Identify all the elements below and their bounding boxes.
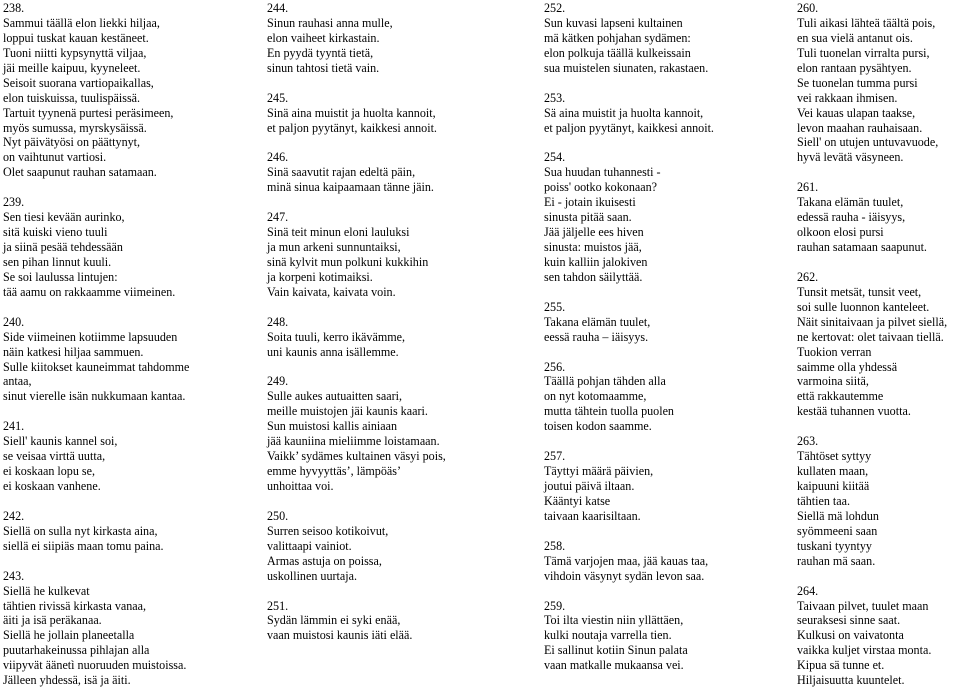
verse-line: Kipua sä tunne et. [797, 658, 885, 673]
verse-line: Side viimeinen kotiimme lapsuuden [3, 329, 178, 344]
verse-line: poiss' ootko kokonaan? [544, 180, 658, 195]
blank-line [797, 569, 947, 584]
verse-number: 253. [544, 90, 566, 105]
verse-line: Takana elämän tuulet, [544, 314, 651, 329]
verse-line: tuskani tyyntyy [797, 538, 872, 553]
verse-line: myös sumussa, myrskysäissä. [3, 120, 147, 135]
blank-line [544, 285, 714, 300]
verse-line: Nyt päivätyösi on päättynyt, [3, 135, 141, 150]
verse-line: Tämä varjojen maa, jää kauas taa, [544, 553, 709, 568]
verse-line: olkoon elosi pursi [797, 225, 884, 240]
verse-number: 262. [797, 269, 819, 284]
verse-line: sinusta: muistos jää, [544, 240, 642, 254]
verse-line: minä sinua kaipaamaan tänne jäin. [267, 180, 434, 195]
blank-line [544, 135, 714, 150]
verse-line: jää kauniina mieliimme loistamaan. [267, 434, 440, 449]
verse-line: se veisaa virttä uutta, [3, 449, 106, 464]
blank-line [544, 434, 714, 449]
verse-number: 261. [797, 180, 819, 195]
verse-line: siellä ei siipiäs maan tomu paina. [3, 538, 164, 553]
verse-number: 238. [3, 1, 25, 15]
verse-number: 240. [3, 314, 25, 329]
verse-line: Kulkusi on vaivatonta [797, 628, 904, 643]
verse-line: kuin kalliin jalokiven [544, 254, 648, 269]
verse-line: Soita tuuli, kerro ikävämme, [267, 329, 406, 344]
verse-line: et paljon pyytänyt, kaikkesi annoit. [544, 120, 714, 135]
blank-line [797, 419, 947, 434]
verse-line: ja mun arkeni sunnuntaiksi, [267, 240, 401, 254]
verse-line: Vei kauas ulapan taakse, [797, 105, 916, 120]
text-column-3 [544, 1, 714, 673]
verse-number: 251. [267, 598, 289, 613]
verse-line: Taivaan pilvet, tuulet maan [797, 598, 929, 613]
verse-line: viipyvät äänetì nuoruuden muistoissa. [3, 658, 187, 673]
verse-line: Se soi laulussa lintujen: [3, 269, 118, 284]
verse-line: taivaan kaarisiltaan. [544, 508, 641, 523]
verse-line: jäi meille kaipuu, kyyneleet. [3, 60, 141, 75]
verse-line: uni kaunis anna isällemme. [267, 344, 399, 359]
verse-line: levon maahan rauhaisaan. [797, 120, 923, 135]
verse-line: Täällä pohjan tähden alla [544, 374, 666, 389]
verse-line: Sulle aukes autuaitten saari, [267, 389, 403, 404]
verse-line: Siellä he kulkevat [3, 583, 90, 598]
verse-line: Sä aina muistit ja huolta kannoit, [544, 105, 704, 120]
verse-line: että rakkautemme [797, 389, 884, 404]
text-column-2 [267, 1, 446, 643]
blank-line [267, 195, 446, 210]
verse-line: sinun tahtosi tietä vain. [267, 60, 380, 75]
verse-number: 248. [267, 314, 289, 329]
verse-line: ja siinä pesää tehdessään [3, 240, 123, 254]
verse-line: Sydän lämmin ei syki enää, [267, 613, 401, 628]
blank-line [3, 554, 189, 569]
verse-line: Tuli tuonelan virralta pursi, [797, 45, 930, 60]
verse-line: kestää tuhannen vuotta. [797, 404, 911, 419]
verse-line: Vain kaivata, kaivata voin. [267, 284, 396, 299]
blank-line [797, 165, 947, 180]
verse-number: 242. [3, 508, 25, 523]
verse-line: Kääntyi katse [544, 493, 611, 508]
verse-line: loppui tuskat kauan kestäneet. [3, 30, 149, 45]
verse-line: Siellä he jollain planeetalla [3, 628, 135, 643]
verse-line: tähtien rivissä kirkasta vanaa, [3, 598, 147, 613]
blank-line [267, 584, 446, 599]
verse-number: 254. [544, 150, 566, 165]
blank-line [267, 300, 446, 315]
verse-line: elon rantaan pysähtyen. [797, 60, 912, 75]
blank-line [3, 404, 189, 419]
verse-line: soi sulle luonnon kanteleet. [797, 299, 930, 314]
blank-line [3, 300, 189, 315]
verse-line: et paljon pyytänyt, kaikkesi annoit. [267, 120, 437, 135]
verse-line: elon vaiheet kirkastain. [267, 30, 380, 45]
verse-line: Vaikk’ sydämes kultainen väsyi pois, [267, 449, 446, 464]
verse-line: Sammui täällä elon liekki hiljaa, [3, 15, 160, 30]
blank-line [544, 76, 714, 91]
verse-line: puutarhakeinussa pihlajan alla [3, 643, 150, 658]
verse-line: Seisoit suorana vartiopaikallas, [3, 75, 154, 90]
blank-line [267, 135, 446, 150]
verse-line: ja korpeni kotimaiksi. [267, 269, 373, 284]
verse-line: vei rakkaan ihmisen. [797, 90, 898, 105]
verse-line: saimme olla yhdessä [797, 359, 898, 374]
verse-line: Sinä saavutit rajan edeltä päin, [267, 165, 416, 180]
verse-line: ei koskaan vanhene. [3, 479, 101, 493]
verse-line: Siell' on utujen untuvavuode, [797, 135, 939, 150]
verse-line: mä kätken pohjahan sydämen: [544, 30, 691, 45]
verse-line: Tuokion verran [797, 344, 872, 359]
verse-line: Jää jäljelle ees hiven [544, 225, 644, 240]
verse-line: näin katkesi hiljaa sammuen. [3, 344, 144, 359]
verse-line: Sun muistosi kallis ainiaan [267, 419, 398, 434]
verse-line: Täyttyi määrä päivien, [544, 464, 654, 479]
verse-line: eessä rauha – iäisyys. [544, 329, 649, 344]
verse-number: 264. [797, 583, 819, 598]
verse-line: kullaten maan, [797, 464, 869, 479]
verse-number: 252. [544, 1, 566, 15]
verse-line: en sua vielä antanut ois. [797, 30, 913, 45]
verse-number: 247. [267, 210, 289, 225]
verse-line: uskollinen uurtaja. [267, 568, 358, 583]
verse-line: Sinun rauhasi anna mulle, [267, 15, 393, 30]
verse-line: ne kertovat: olet taivaan tiellä. [797, 329, 944, 344]
verse-line: Tuoni niitti kypsynyttä viljaa, [3, 45, 147, 60]
verse-line: vaan muistosi kaunis iäti elää. [267, 628, 413, 643]
verse-line: Tartuit tyynenä purtesi peräsimeen, [3, 105, 174, 120]
verse-line: antaa, [3, 374, 32, 389]
verse-line: Ei sallinut kotiin Sinun palata [544, 643, 688, 658]
verse-line: sen tahdon säilyttää. [544, 269, 643, 284]
verse-number: 245. [267, 90, 289, 105]
verse-line: on nyt kotomaamme, [544, 389, 647, 404]
verse-number: 256. [544, 359, 566, 374]
verse-line: Olet saapunut rauhan satamaan. [3, 165, 157, 180]
verse-line: Ei - jotain ikuisesti [544, 195, 636, 210]
blank-line [3, 494, 189, 509]
blank-line [797, 255, 947, 270]
verse-line: Surren seisoo kotikoivut, [267, 523, 389, 538]
verse-line: joutui päivä iltaan. [544, 479, 635, 493]
verse-line: edessä rauha - iäisyys, [797, 210, 906, 225]
verse-number: 244. [267, 1, 289, 15]
verse-line: on vaihtunut vartiosi. [3, 150, 107, 165]
blank-line [544, 524, 714, 539]
verse-line: vihdoin väsynyt sydän levon saa. [544, 568, 705, 583]
verse-line: Sulle kiitokset kauneimmat tahdomme [3, 359, 190, 374]
verse-line: seuraksesi sinne saat. [797, 613, 901, 628]
verse-line: Jälleen yhdessä, isä ja äiti. [3, 673, 131, 688]
verse-line: Sun kuvasi lapseni kultainen [544, 15, 683, 30]
verse-line: Takana elämän tuulet, [797, 195, 904, 210]
verse-line: sinut vierelle isän nukkumaan kantaa. [3, 389, 186, 404]
verse-number: 241. [3, 419, 25, 434]
verse-line: varmoina siitä, [797, 374, 869, 389]
verse-line: rauhan satamaan saapunut. [797, 240, 927, 254]
verse-line: Se tuonelan tumma pursi [797, 75, 918, 90]
verse-line: syömmeeni saan [797, 523, 878, 538]
verse-line: hyvä levätä väsyneen. [797, 150, 904, 165]
verse-line: En pyydä tyyntä tietä, [267, 45, 374, 60]
verse-line: Tunsit metsät, tunsit veet, [797, 284, 922, 299]
blank-line [544, 584, 714, 599]
verse-line: Armas astuja on poissa, [267, 553, 382, 568]
verse-number: 246. [267, 150, 289, 165]
verse-number: 257. [544, 449, 566, 464]
blank-line [267, 76, 446, 91]
verse-number: 243. [3, 568, 25, 583]
verse-number: 259. [544, 598, 566, 613]
verse-number: 250. [267, 508, 289, 523]
verse-line: kaipuuni kiitää [797, 479, 870, 493]
verse-line: mutta tähtein tuolla puolen [544, 404, 674, 419]
verse-line: elon polkuja täällä kulkeissain [544, 45, 691, 60]
verse-line: vaan matkalle mukaansa vei. [544, 658, 684, 673]
blank-line [267, 494, 446, 509]
verse-line: Siellä on sulla nyt kirkasta aina, [3, 523, 158, 538]
verse-line: Hiljaisuutta kuuntelet. [797, 673, 905, 688]
blank-line [3, 180, 189, 195]
verse-line: Sinä teit minun eloni lauluksi [267, 225, 410, 240]
verse-line: elon tuiskuissa, tuulispäissä. [3, 90, 141, 105]
verse-number: 258. [544, 538, 566, 553]
verse-line: emme hyvyyttäs’, lämpöäs’ [267, 464, 402, 479]
verse-line: rauhan mä saan. [797, 553, 876, 568]
text-column-1 [3, 1, 189, 688]
verse-line: toisen kodon saamme. [544, 419, 652, 434]
verse-line: Siellä mä lohdun [797, 508, 879, 523]
verse-line: Näit sinitaivaan ja pilvet siellä, [797, 314, 948, 329]
verse-line: Sinä aina muistit ja huolta kannoit, [267, 105, 436, 120]
verse-line: sen pihan linnut kuuli. [3, 254, 112, 269]
verse-number: 239. [3, 195, 25, 210]
text-column-4 [797, 1, 947, 688]
verse-line: Tuli aikasi lähteä täältä pois, [797, 15, 936, 30]
verse-line: Sua huudan tuhannesti - [544, 165, 661, 180]
blank-line [267, 360, 446, 375]
verse-line: unhoittaa voi. [267, 479, 334, 493]
verse-line: sitä kuiski vieno tuuli [3, 225, 108, 240]
verse-line: tää aamu on rakkaamme viimeinen. [3, 284, 176, 299]
verse-line: sinä kylvit mun polkuni kukkihin [267, 254, 429, 269]
verse-number: 263. [797, 434, 819, 449]
verse-line: sinusta pitää saan. [544, 210, 632, 225]
verse-number: 260. [797, 1, 819, 15]
blank-line [544, 345, 714, 360]
verse-line: Toi ilta viestin niin yllättäen, [544, 613, 684, 628]
verse-number: 249. [267, 374, 289, 389]
verse-line: sua muistelen siunaten, rakastaen. [544, 60, 709, 75]
verse-line: Tähtöset syttyy [797, 449, 872, 464]
verse-line: kulki noutaja varrella tien. [544, 628, 672, 643]
verse-line: tähtien taa. [797, 493, 851, 508]
verse-line: ei koskaan lopu se, [3, 464, 96, 479]
verse-line: Sen tiesi kevään aurinko, [3, 210, 125, 225]
verse-line: Siell' kaunis kannel soi, [3, 434, 118, 449]
verse-line: äiti ja isä peräkanaa. [3, 613, 102, 628]
verse-number: 255. [544, 299, 566, 314]
verse-line: vaikka kuljet virstaa monta. [797, 643, 932, 658]
verse-line: valittaapi vainiot. [267, 538, 352, 553]
verse-line: meille muistojen jäi kaunis kaari. [267, 404, 428, 419]
